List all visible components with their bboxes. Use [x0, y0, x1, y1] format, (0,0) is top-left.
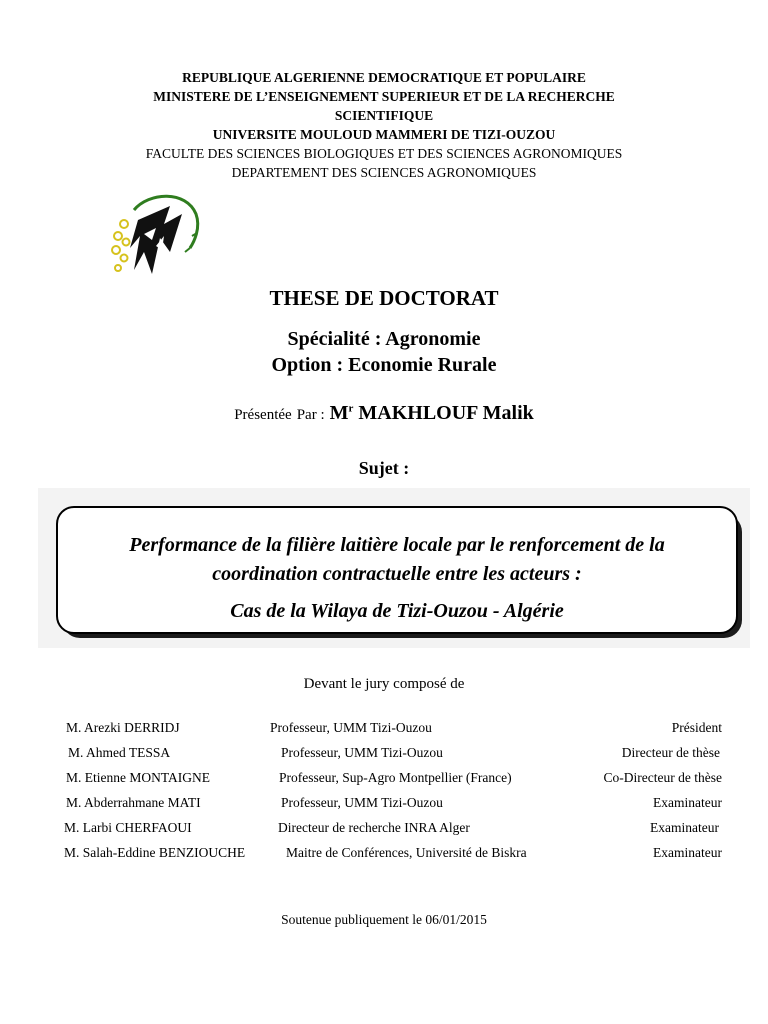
- jury-member-name: M. Ahmed TESSA: [68, 745, 171, 760]
- author-title: M: [329, 402, 349, 424]
- presented-prefix: Présentée: [234, 407, 292, 423]
- header-university: UNIVERSITE MOULOUD MAMMERI DE TIZI-OUZOU: [212, 127, 556, 142]
- thesis-title: THESE DE DOCTORAT: [269, 286, 499, 310]
- subject-line-3: Cas de la Wilaya de Tizi-Ouzou - Algérie: [230, 600, 564, 622]
- thesis-speciality-block: [0, 326, 768, 378]
- jury-member-role: Co-Directeur de thèse: [603, 770, 722, 785]
- university-logo-icon: [104, 190, 202, 280]
- jury-member-name: M. Abderrahmane MATI: [66, 795, 201, 810]
- jury-member-role: Directeur de thèse: [621, 745, 720, 760]
- subject-label: Sujet :: [358, 458, 410, 478]
- presented-by-label: Par :: [296, 407, 325, 423]
- jury-member-role: Examinateur: [653, 845, 722, 860]
- header-department: DEPARTEMENT DES SCIENCES AGRONOMIQUES: [231, 165, 537, 180]
- author-title-sup: r: [348, 402, 354, 415]
- jury-member-role: Examinateur: [653, 795, 722, 810]
- jury-row: [0, 820, 768, 845]
- jury-member-role: Examinateur: [650, 820, 719, 835]
- jury-row: [0, 795, 768, 820]
- presented-by: [0, 402, 768, 425]
- speciality: Spécialité : Agronomie: [287, 328, 481, 350]
- jury-member-position: Professeur, UMM Tizi-Ouzou: [281, 795, 443, 810]
- jury-member-name: M. Salah-Eddine BENZIOUCHE: [64, 845, 246, 860]
- jury-member-position: Professeur, UMM Tizi-Ouzou: [281, 745, 443, 760]
- subject-box: [56, 506, 738, 634]
- jury-member-position: Professeur, Sup-Agro Montpellier (France): [279, 770, 512, 785]
- jury-member-position: Maitre de Conférences, Université de Biskra: [286, 845, 527, 860]
- header-ministry-cont: SCIENTIFIQUE: [334, 108, 434, 123]
- jury-row: [0, 770, 768, 795]
- jury-member-position: Professeur, UMM Tizi-Ouzou: [270, 720, 432, 735]
- jury-intro: Devant le jury composé de: [303, 676, 465, 692]
- jury-row: [0, 720, 768, 745]
- institution-header: [0, 68, 768, 182]
- header-republic: REPUBLIQUE ALGERIENNE DEMOCRATIQUE ET POPULAIRE: [182, 70, 586, 85]
- jury-member-name: M. Arezki DERRIDJ: [66, 720, 180, 735]
- defense-date: Soutenue publiquement le 06/01/2015: [281, 912, 487, 927]
- jury-member-position: Directeur de recherche INRA Alger: [278, 820, 470, 835]
- author-name: MAKHLOUF Malik: [358, 402, 534, 424]
- jury-row: [0, 845, 768, 870]
- subject-line-2: coordination contractuelle entre les acteurs :: [212, 563, 582, 585]
- jury-member-role: Président: [671, 720, 722, 735]
- jury-member-name: M. Larbi CHERFAOUI: [64, 820, 192, 835]
- jury-row: [0, 745, 768, 770]
- header-ministry: MINISTERE DE L’ENSEIGNEMENT SUPERIEUR ET DE LA RECHERCHE: [153, 89, 615, 104]
- subject-line-1: Performance de la filière laitière locale par le renforcement de la: [129, 534, 665, 556]
- jury-list: [0, 720, 768, 870]
- option: Option : Economie Rurale: [271, 354, 497, 376]
- header-faculty: FACULTE DES SCIENCES BIOLOGIQUES ET DES SCIENCES AGRONOMIQUES: [145, 146, 623, 161]
- jury-member-name: M. Etienne MONTAIGNE: [66, 770, 211, 785]
